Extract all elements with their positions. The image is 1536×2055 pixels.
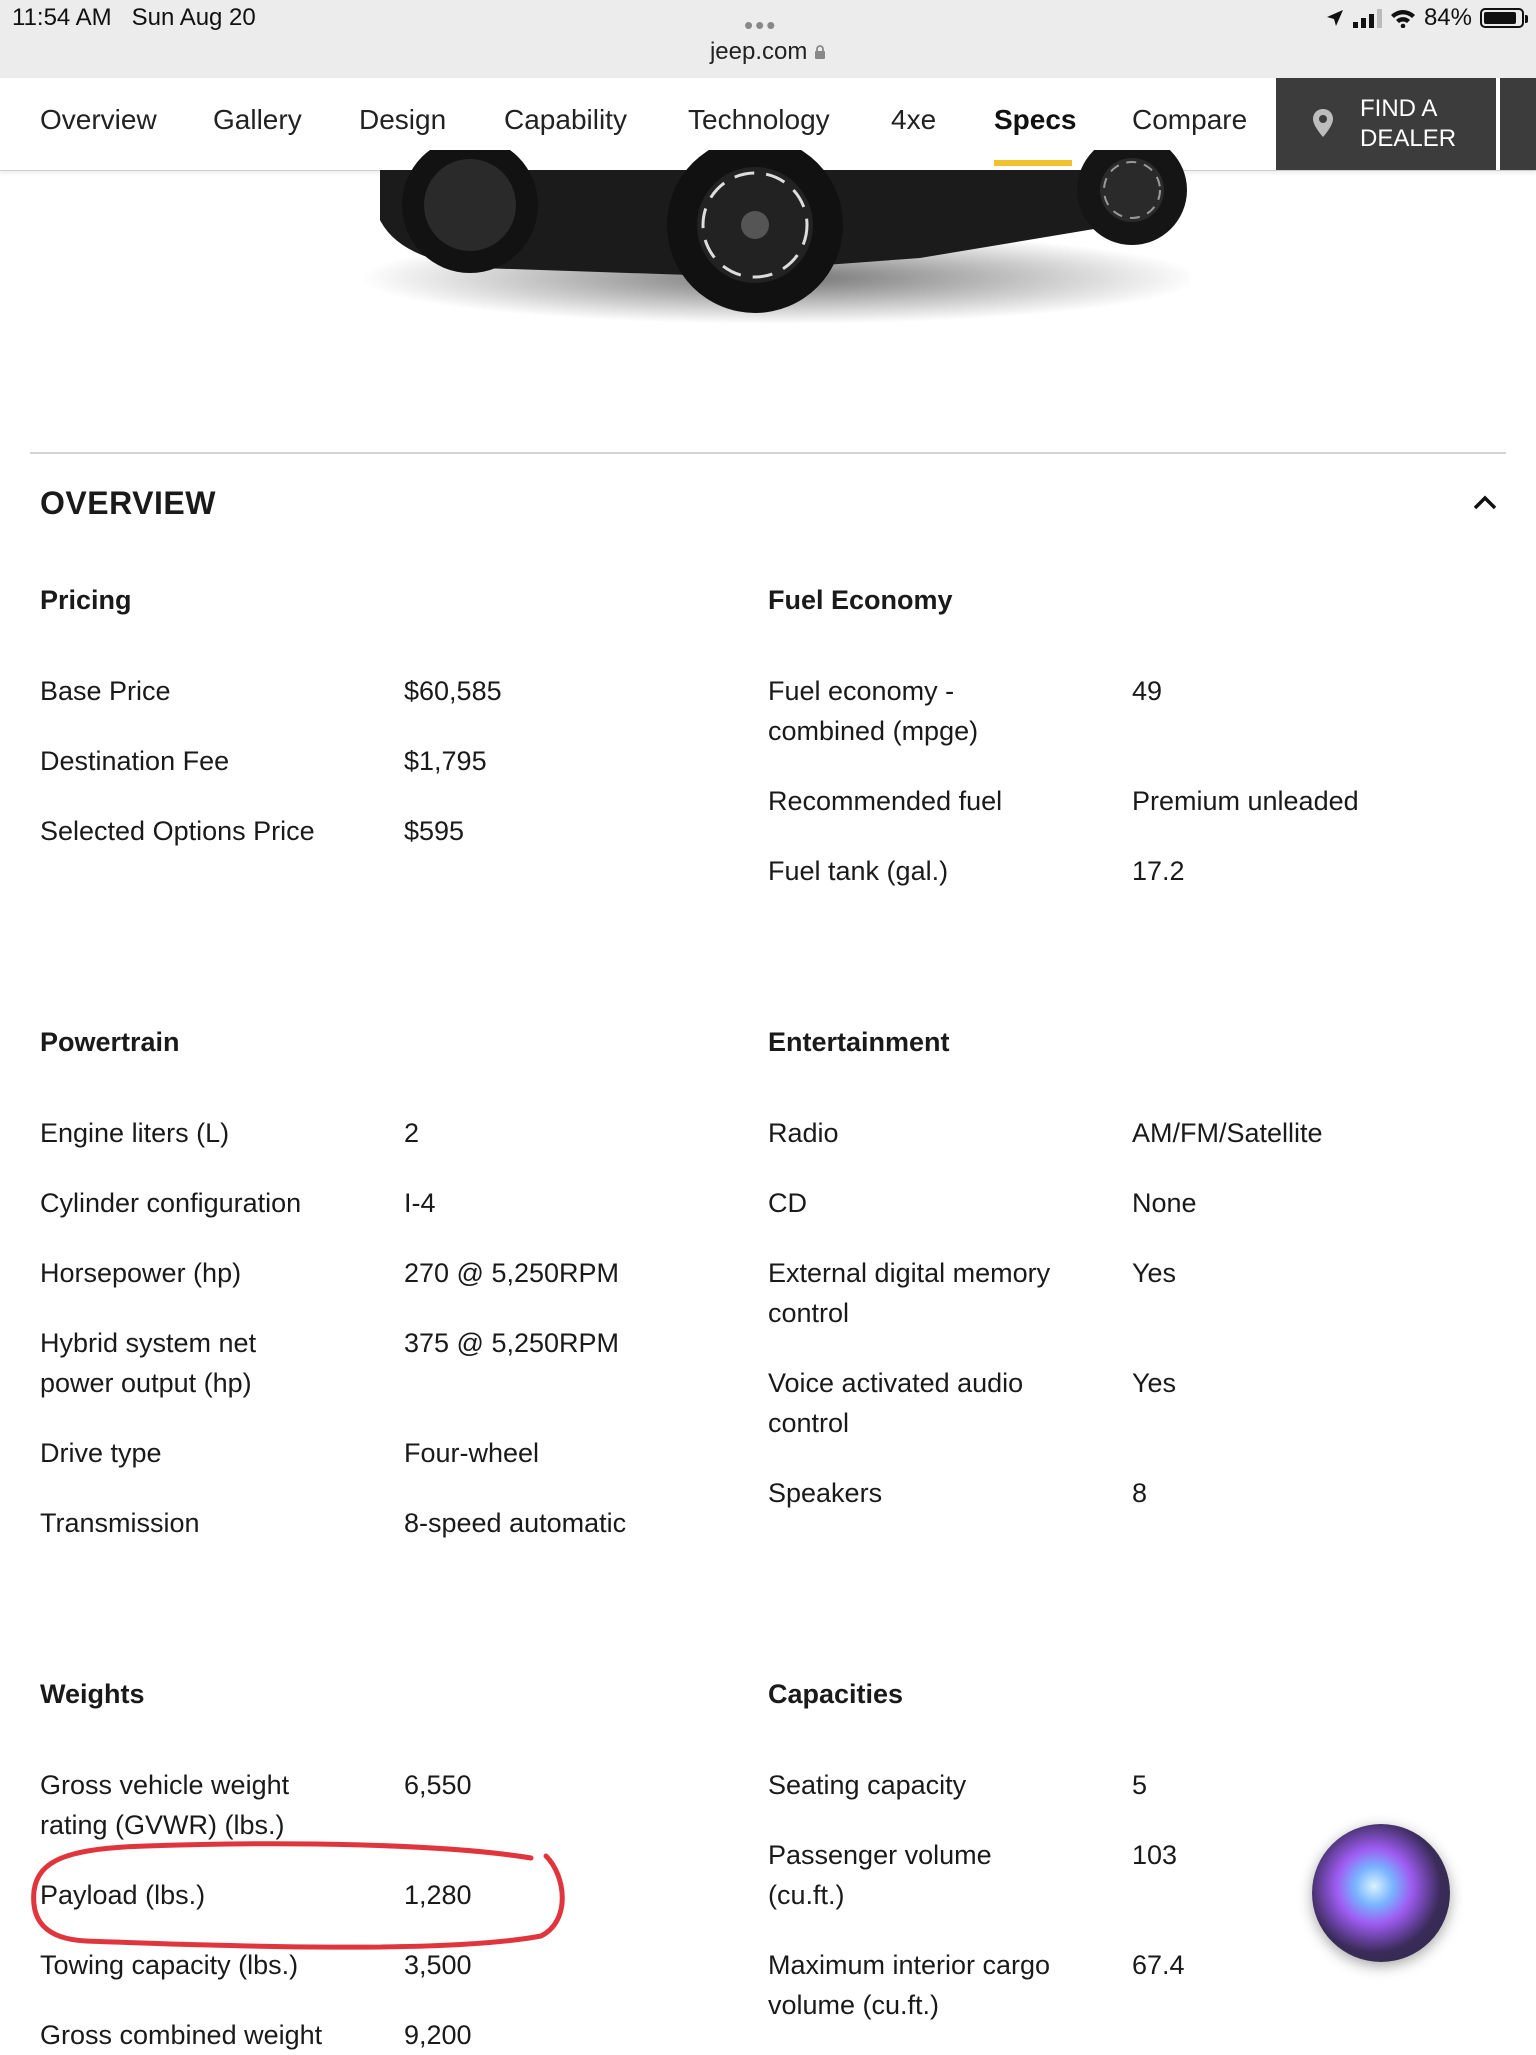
spec-label: Base Price: [40, 676, 171, 706]
address-bar[interactable]: [0, 38, 1536, 66]
tab-overview[interactable]: Overview: [40, 104, 157, 135]
spec-label: Hybrid system net power output (hp): [40, 1328, 257, 1398]
far-wheel: [1077, 150, 1187, 245]
find-dealer-button[interactable]: [1276, 78, 1496, 170]
spec-label: Cylinder configuration: [40, 1188, 302, 1218]
status-time-date: [12, 4, 256, 32]
spec-value: I-4: [404, 1188, 436, 1218]
tab-design[interactable]: Design: [359, 104, 447, 135]
group-title-weights: Weights: [40, 1679, 145, 1709]
status-date: Sun Aug 20: [131, 4, 256, 31]
spec-value: 49: [1132, 676, 1163, 706]
spec-value: 1,280: [404, 1880, 472, 1910]
status-time: 11:54 AM: [12, 4, 112, 31]
section-divider: [30, 452, 1506, 454]
spec-value: 3,500: [404, 1950, 472, 1980]
spec-label: Voice activated audio control: [768, 1368, 1024, 1438]
vehicle-image: [360, 150, 1190, 340]
spec-value: $595: [404, 816, 465, 846]
wifi-icon: [1390, 8, 1416, 28]
group-title-powertrain: Powertrain: [40, 1027, 180, 1057]
spec-label: Horsepower (hp): [40, 1258, 242, 1288]
tab-technology[interactable]: Technology: [688, 104, 830, 135]
spec-value: Four-wheel: [404, 1438, 540, 1468]
spec-value: 67.4: [1132, 1950, 1185, 1980]
spec-value: 270 @ 5,250RPM: [404, 1258, 620, 1288]
spec-label: Drive type: [40, 1438, 162, 1468]
spec-value: 6,550: [404, 1770, 472, 1800]
tab-4xe[interactable]: 4xe: [891, 104, 937, 135]
spec-value: 375 @ 5,250RPM: [404, 1328, 620, 1358]
spec-value: None: [1132, 1188, 1197, 1218]
spec-label: Transmission: [40, 1508, 200, 1538]
spec-value: 103: [1132, 1840, 1178, 1870]
spec-label: Destination Fee: [40, 746, 230, 776]
map-pin-icon: [1312, 108, 1334, 138]
group-title-fuel-economy: Fuel Economy: [768, 585, 953, 615]
url-text: jeep.com: [709, 38, 808, 65]
chevron-up-icon[interactable]: [1472, 492, 1498, 514]
find-dealer-label: FIND A DEALER: [1360, 95, 1457, 152]
spec-label: Fuel tank (gal.): [768, 856, 949, 886]
lock-icon: [814, 44, 826, 60]
status-indicators: [1325, 4, 1524, 32]
location-arrow-icon: [1325, 8, 1345, 28]
tab-gallery[interactable]: Gallery: [213, 104, 302, 135]
spec-value: 5: [1132, 1770, 1148, 1800]
more-dots-icon[interactable]: •••: [744, 10, 778, 40]
section-title: OVERVIEW: [40, 485, 216, 521]
spec-label: Fuel economy - combined (mpge): [768, 676, 979, 746]
group-title-capacities: Capacities: [768, 1679, 904, 1709]
signal-icon: [1353, 8, 1382, 28]
spec-value: Yes: [1132, 1258, 1177, 1288]
tab-capability[interactable]: Capability: [504, 104, 627, 135]
spec-label: Recommended fuel: [768, 786, 1003, 816]
spec-value: $60,585: [404, 676, 502, 706]
siri-orb-icon[interactable]: [1312, 1824, 1450, 1962]
status-bar: [0, 0, 1536, 78]
spec-value: 2: [404, 1118, 420, 1148]
spec-label: Radio: [768, 1118, 839, 1148]
spec-value: 8: [1132, 1478, 1148, 1508]
spec-value: 8-speed automatic: [404, 1508, 627, 1538]
tab-specs[interactable]: Specs: [994, 104, 1077, 135]
tab-compare[interactable]: Compare: [1132, 104, 1248, 135]
spec-value: Premium unleaded: [1132, 786, 1359, 816]
spec-label: Payload (lbs.): [40, 1880, 206, 1910]
spec-label: Selected Options Price: [40, 816, 315, 846]
spec-label: Seating capacity: [768, 1770, 967, 1800]
spec-label: Engine liters (L): [40, 1118, 230, 1148]
spec-label: Maximum interior cargo volume (cu.ft.): [768, 1950, 1051, 2020]
spec-label: External digital memory control: [768, 1258, 1051, 1328]
spec-label: Gross vehicle weight rating (GVWR) (lbs.): [40, 1770, 290, 1840]
spec-value: 9,200: [404, 2020, 472, 2050]
spec-label: Passenger volume (cu.ft.): [768, 1840, 992, 1910]
spec-label: Towing capacity (lbs.): [40, 1950, 299, 1980]
battery-icon: [1480, 8, 1524, 28]
spec-label: Gross combined weight: [40, 2020, 323, 2050]
spec-label: CD: [768, 1188, 807, 1218]
battery-percent: 84%: [1423, 4, 1472, 31]
nav-menu-edge[interactable]: [1498, 78, 1536, 170]
group-title-pricing: Pricing: [40, 585, 132, 615]
spec-value: $1,795: [404, 746, 487, 776]
spec-value: 17.2: [1132, 856, 1185, 886]
spec-label: Speakers: [768, 1478, 883, 1508]
spec-value: AM/FM/Satellite: [1132, 1118, 1323, 1148]
group-title-entertainment: Entertainment: [768, 1027, 950, 1057]
spec-value: Yes: [1132, 1368, 1177, 1398]
